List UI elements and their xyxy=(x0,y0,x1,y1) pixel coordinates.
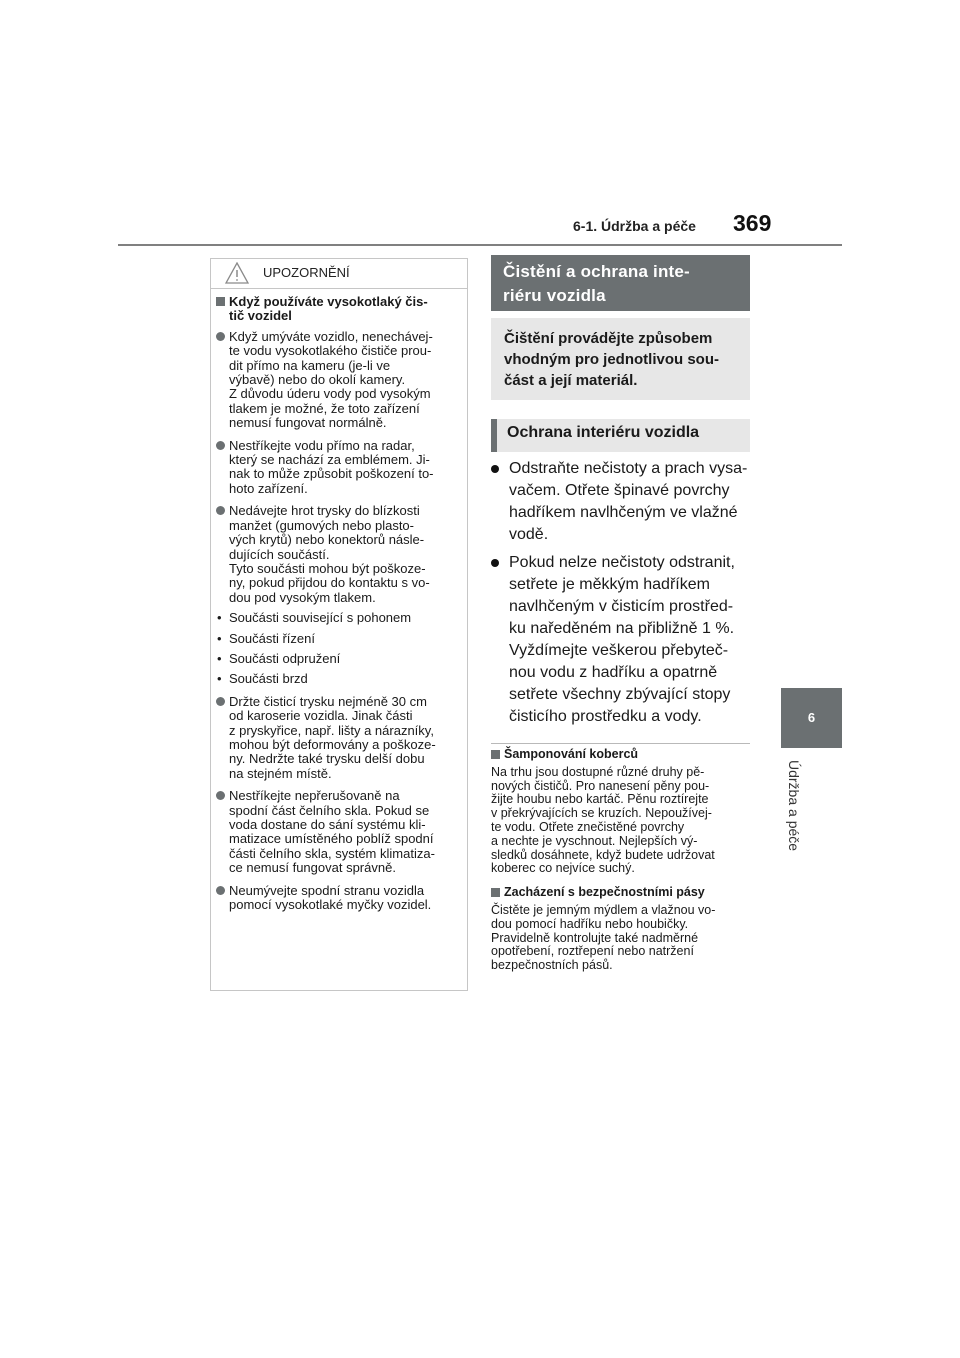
bullet-dot-icon xyxy=(216,791,225,800)
bullet-dot-icon xyxy=(216,441,225,450)
warning-bullet-text: Neumývejte spodní stranu vozidla pomocí vysokotlaké myčky vozidel. xyxy=(229,882,432,913)
main-heading: Čistění a ochrana inte- riéru vozidla xyxy=(491,255,750,311)
divider xyxy=(491,743,750,744)
warning-body xyxy=(211,289,467,912)
header-rule xyxy=(118,244,842,246)
list-item-text: Součásti řízení xyxy=(229,630,315,646)
list-item-text: Součásti související s pohonem xyxy=(229,610,412,626)
note-title-text: Šamponování koberců xyxy=(504,747,639,761)
chapter-tab xyxy=(781,688,842,748)
bullet-dot-icon xyxy=(216,697,225,706)
bullet-dot-icon xyxy=(216,332,225,341)
note-text: Čistěte je jemným mýdlem a vlažnou vo- dou pomocí hadříku nebo houbičky. Pravidelně kontrolujte také nadměrné opotřebení, roztřepení nebo natržení bezpečnostních pásů. xyxy=(491,902,716,973)
note-title-text: Zacházení s bezpečnostními pásy xyxy=(504,885,705,900)
note-title xyxy=(491,748,753,762)
warning-bullet xyxy=(216,439,459,497)
list-marker: • xyxy=(217,630,222,646)
warning-bullet xyxy=(216,504,459,605)
section-title: 6-1. Údržba a péče xyxy=(573,218,696,234)
list-marker: • xyxy=(217,610,222,626)
main-bullet-text: Pokud nelze nečistoty odstranit, setřete je měkkým hadříkem navlhčeným v čisticím prostřed- ku naředěném na přibližně 1 %. Vyždímejte veškerou přebyteč- nou vodu z hadříku a opatrně setřete všechny zbývající stopy čisticího prostředku a vody. xyxy=(509,554,735,725)
warning-bullet xyxy=(216,884,459,913)
component-list xyxy=(216,611,459,687)
chapter-label: Údržba a péče xyxy=(786,760,802,852)
intro-box: Čištění provádějte způsobem vhodným pro jednotlivou sou- část a její materiál. xyxy=(491,318,750,400)
warning-section-title xyxy=(216,295,459,324)
warning-bullet-text: Držte čisticí trysku nejméně 30 cm od karoserie vozidla. Jinak části z pryskyřice, např. lišty a nárazníky, mohou být deformovány a poškoze- ny. Nedržte také trysku delší dobu na stejném místě. xyxy=(229,693,436,781)
square-bullet-icon xyxy=(491,750,500,759)
warning-bullet-text: Nedávejte hrot trysky do blízkosti manžet (gumových nebo plasto- vých krytů) nebo konektorů násle- dujících součástí. Tyto součásti mohou být poškoze- ny, pokud přijdou do kontaktu s vo- dou pod vysokým tlakem. xyxy=(229,503,430,605)
warning-bullet xyxy=(216,330,459,431)
warning-box xyxy=(210,258,468,991)
bullet-dot-icon xyxy=(491,559,499,567)
warning-bullet-text: Když umýváte vozidlo, nenechávej- te vodu vysokotlakého čističe prou- dit přímo na kameru (je-li ve výbavě) nebo do okolí kamery. Z důvodu úderu vody pod vysokým tlakem je možné, že toto zařízení nemusí fungovat normálně. xyxy=(229,328,433,431)
warning-bullet-text: Nestříkejte nepřerušovaně na spodní část čelního skla. Pokud se voda dostane do sání systému kli- matizace umístěného poblíž spodní části čelního skla, systém klimatiza- ce nemusí fungovat správně. xyxy=(229,788,435,876)
warning-triangle-icon xyxy=(225,262,249,284)
list-item xyxy=(217,672,459,686)
list-item-text: Součásti odpružení xyxy=(229,650,341,666)
warning-bullet xyxy=(216,789,459,875)
main-bullet xyxy=(491,552,753,728)
bullet-dot-icon xyxy=(216,886,225,895)
bullet-dot-icon xyxy=(216,506,225,515)
chapter-number: 6 xyxy=(807,710,816,725)
note-text: Na trhu jsou dostupné různé druhy pě- nových čističů. Pro nanesení pěny pou- žijte houbu nebo kartáč. Pěnu roztírejte v překrývajících se kruzích. Nepoužívej- te vodu. Otřete znečistěné povrchy a nechte je vyschnout. Nejlepších vý- sledků dosáhnete, když budete udržovat koberec co nejvíce suchý. xyxy=(491,764,715,876)
main-bullet-list xyxy=(491,458,753,734)
main-bullet xyxy=(491,458,753,546)
note-title xyxy=(491,886,753,900)
square-bullet-icon xyxy=(491,888,500,897)
list-item xyxy=(217,611,459,625)
list-item xyxy=(217,652,459,666)
list-marker: • xyxy=(217,671,222,687)
notes xyxy=(491,748,753,983)
list-marker: • xyxy=(217,650,222,666)
sub-heading: Ochrana interiéru vozidla xyxy=(491,419,750,452)
main-bullet-text: Odstraňte nečistoty a prach vysa- vačem. Otřete špinavé povrchy hadříkem navlhčeným ve vlažné vodě. xyxy=(509,460,748,543)
warning-bullet xyxy=(216,695,459,781)
warning-section-title-text: Když používáte vysokotlaký čis- tič vozidel xyxy=(229,294,428,324)
square-bullet-icon xyxy=(216,297,225,306)
list-item-text: Součásti brzd xyxy=(229,671,308,687)
warning-bullet-text: Nestříkejte vodu přímo na radar, který se nachází za emblémem. Ji- nak to může způsobit poškození to- hoto zařízení. xyxy=(229,437,434,496)
warning-title: UPOZORNĚNÍ xyxy=(263,265,350,280)
list-item xyxy=(217,632,459,646)
page-number: 369 xyxy=(733,210,772,236)
warning-header xyxy=(211,259,467,289)
bullet-dot-icon xyxy=(491,465,499,473)
